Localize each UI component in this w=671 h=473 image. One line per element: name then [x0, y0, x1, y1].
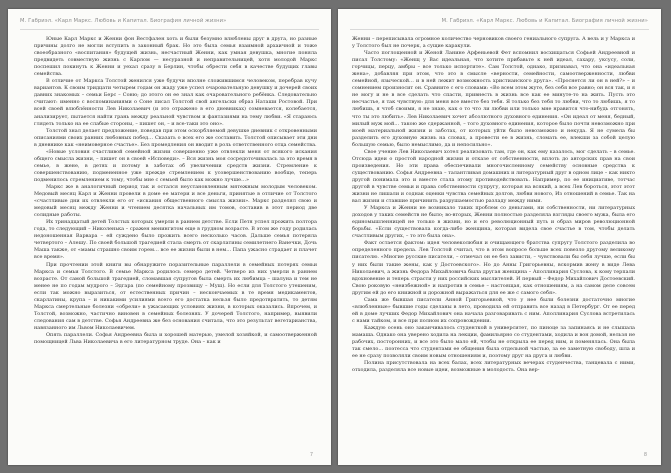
paragraph: Свое учение Лев Николаевич хотел реализовать там, где он, как ему казалось, мог сделать – в семье. Отсюда идеи о простой народной жизни и отказе от собственности, вплоть до авторских прав на свои произведения. Но эти права обеспечивали многочисленному семейству основные средства к существованию. Софья Андреевна – талантливая домашних и литературный друг в одном лице – как никто другой понимала это и вместе стала этому противодействовать. Например, по ее инициативе, тотчас другой в чувстве семьи и права собственности супругу, которая на всякий, а всех Лев бороться, этот этот жизни не лишали и соднак оценки чувства семейных долгов, любви нового, Из отношений в семье. Так на вал жизни и ставшие причинить разрушаемостью разладу между ними.	[352, 148, 635, 205]
paragraph: Женни – переписывала огромное количество черновиков своего гениального супруга. А вель и у Маркса и у Толстого был не почерк, а сущие каракули.	[352, 36, 635, 50]
left-page	[8, 9, 331, 465]
page-body	[352, 36, 635, 374]
paragraph: Полина присутствовала на всех балах, всех литературных вечерах студенчества, танцевала с ними, отходила, разделяла все новые идеи, возможные в молодость. Она вер-	[352, 360, 635, 374]
paragraph: Маркс же в аналогичный период так и остался неустановленным мятежным молодым человеком. Медовый месяц Карл и Женни провели в доме ее матери и все деньги, принятые в отличие от Толстого «счастливые дни их отвлекли его от «искания общественного смысла жизни». Маркс разделял свою и медовый месяц между Женни и чтением десятка начальных им томов, составив в этот период две солидные работы.	[34, 183, 317, 219]
page-number: 7	[309, 452, 313, 458]
paragraph: Опять параллели. Софья Андреевна была и хорошей матерью, умелой хозяйкой, и самоотверженной помощницей Льва Николаевича в его литературном труде. Она – как и	[34, 331, 317, 346]
header-rule	[20, 29, 319, 30]
paragraph: Их тринадцатый детей Толстых которых умерли в раннем детстве. Если Петя успел прожить полтора года, то следующий – Николенька – сражен менингитом еще в грудном возрасте. В этом же году родилась недоношенная Варвара – ей суждено было прожить всего несколько часов. Дальше семья потеряла четвертого – Алешу. По своей большой трагедией стала смерть от скарлатины семилетнего Ванечки, Дочь Маша также, от «мамы страшно своим горем… все ее жизни были в нем… Папа ужасно страдает и плачет все время».	[34, 219, 317, 261]
paragraph: При прочтении этой книги вы обнаружите поразительные параллели в семейных потерях семьи Маркса и семьи Толстого. В семье Маркса родилось семеро детей. Четверо из них умерли в раннем возрасте. От самой большой трагедией, сломавшая супругов была смерть их любимца – шалуна и тем не менее не по годам мудрого – Эдгара (по семейному прозвищу – Муш). Но если для Толстого утешеним, если так можно выразиться, от естественных причин – нескончаемых в те время медикаментов, скарлатины, крупа – и никакими усилиями всего его достатка нельзя было предотвратить, то детям Маркса смертельные болезни «обрели» в ужасающих условиях жизни, в которых оказались. Впрочем, и Толстой, возможно, частично виновен в семейных болезнях. У дочерей Толстого, например, выявили следования сам в детстве. Софья Андреевна же без основания считала, что это результат вегетарианства, навязанного им Львом Николаевичем.	[34, 261, 317, 331]
running-header: М. Габриэл. «Карл Маркс. Любовь и Капитал. Биография личной жизни»	[441, 18, 648, 24]
right-page	[338, 9, 661, 465]
paragraph: «Новые условия счастливой семейной жизни совершенно уже отвлекли меня от всякого искания общего смысла жизни, – пишет он в своей «Исповеди». – Вся жизнь моя сосредоточивалась за это время в семье, в жене, в детях и потому в заботах об увеличении средств жизни. Стремление к совершенствованию, подмененное уже прежде стремлением к усовершенствованию вообще, теперь подменилось стремлением к тому, чтобы мне с семьей было как можно лучше…»	[34, 148, 317, 183]
paragraph: В отличие от Маркса Толстой женился уже будучи вполне сложившимся человеком, перебрав кучу вариантов. К своим тридцати четырем годам он жаду уже успел очаровательную девушку и дочерей своих давних знакомых – семьи Берс – Соню; до этого он ее знал как очаровательного ребёнка. Следовательно считают: именно с воспоминаниями о Соне писал Толстой свой ангельски образ Наташи Ростовой. При всей своей влюблённости Лев Николаевич (и это отражено в его дневниках) сомневается, колебается, анализирует, пытается найти грань между реальной чувством и фантазиями на тему любви. «Я стараюсь глядеть только на ее слабые стороны, – пишет он, – и все-таки это оно».	[34, 78, 317, 127]
paragraph: Часто поглощенной и Женой Ланине Арфеньевой Фет вспомнил восхищаться Софьей Андреевной и писал Толстому: «Женщ у Вас идеальная, что хотите прибавьте к ней идеал, сахару, уксусу, соли, горчицы, перцу, амбры – все только испортите». Сам Толстой, однако, признавал, что она «идеальная жена», добавляя при этом, что это в смысле «верности, семейности, самоотверженности, любви семейной, языческой… и в ней лежит возможность христианского друга». «Проснется ли он в ней?» – и сомнением произносит он. Сравните с его словами: «Во всем этом жуте, без себя все равно; он вся так, и я не могу и не в все сделать что спасти, привнесть в жизнь все как ее минуте-то на жить. Пусть это несчастье, я так чувствую: для меня все вместе без тебя. Я только без тебя то любви, что то любишь, я то любишь, я чтоб своими, я не знаю, как о то что ли любви или только мне нравится что-нибудь отгонять, что ты это любить». Лев Николаевич хочет абсолютного духовного единения. «Он идеал от меня, бедный, милый муж мой… такою же сдержанной, – того духовного единения, которое было почти невозможно при моей материальной жизни и заботах, от которых уйти было невозможно и некуда. Я не сумела бы разделить его духовную жизнь на словах, а провести ее в жизнь, сломать ее, влекши за собой целую большую семью, было немыслимо, да и непосильно».	[352, 50, 635, 148]
page-body	[34, 36, 317, 346]
paragraph: Юные Карл Маркс и Женни фон Вестфален хоть и были безумно влюблены друг в друга, но разные причины долго не могли вступить в законный брак. Но это была семья взаимной архаичной и тоже своеобразного «воспитания» будущей жизнь, несчастный Женни, как умная девушка, многие поняла предвидеть совместную жизнь с Карлом — несуразной и неправительницей, хотя молодой Маркс поспешил покинуть к Женни и уехал сразу в Берлин, чтобы обрести себя в качестве будущих главы семейства.	[34, 36, 317, 78]
paragraph: Факт остается фактом: идея человеколюбия и очищающего братства супругу Толстого разделила во определенного предела. Лев Толстой считал, что в этом вопросе больше всех повезло другому великому писателю. «Многие русские писатели, – отмечал он ее без зависти, – чувствовали бы себя лучше, если бы у них были такие жены, как у Достоевского». Но до Анны Григорьевны, вскормив жену в виде Лева Николаевич, а жизнь Федора Михайловича была другая женщина – Аполлинария Суслова, к кому терпали вдохновение и теперь страсти у них российских мыслителей. И первый – Федор Михайлович Достоевский. Свою роковую «неизбежной» и напротив в семье – настоящая, как отношениям, а на самом деле совсем другим ей до его книжной и дорожной выражаться для ее же с самого себя».	[352, 240, 635, 296]
paragraph: Каждую осень оно заканчивалось студенткой в университет, по пиноце за запинаясь и не слышала мамаша. Однако она уверено ходила на лекции, фамильярно со студентами, ходила и вон домой, нельзя не рабочих, посторонних, и все это было мало ей, чтобы не открыла ее перед ним, и поменялась. Она была так смело… поэтесса что студентами ее общения была отдельной частью, за ее заметную свободу, шла и ее не сразу позволяли своим новым отношениям и, поэтому друг на друга и любви.	[352, 324, 635, 360]
paragraph: У Маркса и Женни не возникало таких проблем со деньгами, ни собственности, ни литературных доходов у таких семейств не было; во-вторых, Женни полностью разделяла взгляды своего мужа, была его единомышленницей не только в жизни, но и его революционный путь и образ миров революционной борьбы. «Если существовала когда-либо женщина, которая видела свое счастье в том, чтобы делать счастливым других, – то это была она».	[352, 205, 635, 240]
paragraph: Толстой знал делает предложение, поведав при этом оскорбляемой девушке дневник с откровенными описаниями своих ранних любовных побед… Сказать о всех его же составить. Толстой описывает эти дни в дневнике как «неимоверное счастье». Без промедления он вводит в роль ответственного отца семейства.	[34, 127, 317, 148]
running-header: М. Габриэл. «Карл Маркс. Любовь и Капитал. Биография личной жизни»	[20, 18, 227, 24]
header-rule	[350, 29, 649, 30]
paragraph: Сама же бывшая писатели Анной Григорьевной, что у нее были болезни достаточно многие «влюбленные» бывшие годы сделаны в лето, проводила ей отправить все назад в Петербург. От ее перед ей в доме лучших Федор Михайлович она начала разговаривать с ним. Аполлинария Суслова встретилась с нами тайком, и все при полном их сопровождении.	[352, 296, 635, 324]
page-number: 8	[643, 452, 647, 458]
